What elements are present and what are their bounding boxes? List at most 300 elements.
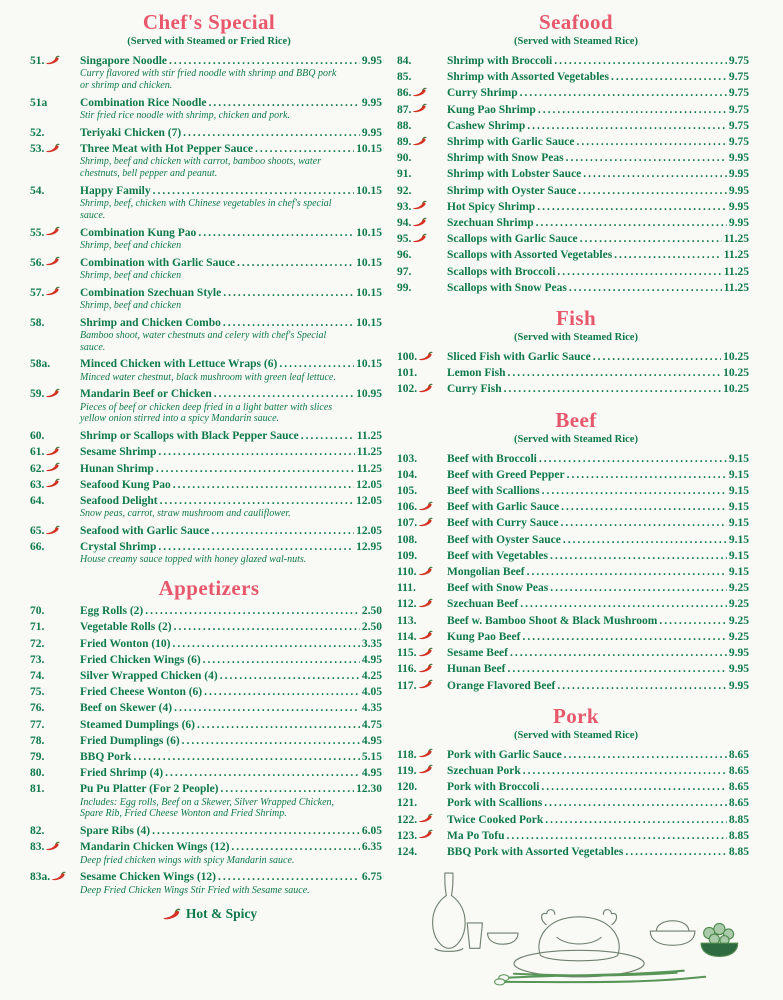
item-number-box bbox=[30, 285, 80, 301]
item-number-box bbox=[30, 749, 80, 765]
chili-icon bbox=[418, 679, 433, 689]
item-price: 9.95 bbox=[361, 55, 382, 67]
item-price: 10.15 bbox=[356, 358, 382, 371]
menu-item-row bbox=[30, 477, 388, 493]
dot-leader bbox=[563, 532, 727, 548]
dot-leader bbox=[133, 749, 359, 765]
dot-leader bbox=[569, 280, 722, 296]
item-price: 8.65 bbox=[728, 781, 749, 794]
dot-leader bbox=[522, 629, 726, 645]
section-subtitle: (Served with Steamed Rice) bbox=[514, 729, 638, 741]
item-description: Snow peas, carrot, straw mushroom and cauliflower. bbox=[80, 508, 291, 520]
item-number-box bbox=[397, 381, 447, 397]
dot-leader bbox=[625, 844, 727, 860]
item-number: 83a. bbox=[30, 871, 51, 884]
item-number-box bbox=[30, 823, 80, 839]
section-subtitle: (Served with Steamed Rice) bbox=[514, 332, 638, 344]
menu-item-row bbox=[30, 684, 388, 700]
item-name: Scallops with Snow Peas bbox=[447, 281, 567, 294]
dot-leader bbox=[301, 428, 355, 444]
item-description: Includes: Egg rolls, Beef on a Skewer, Silver Wrapped Chicken, Spare Rib, Fried Cheese Wonton and Fried Shrimp. bbox=[80, 796, 335, 820]
item-price: 9.25 bbox=[728, 598, 749, 611]
menu-item-row bbox=[30, 285, 388, 301]
item-number-box bbox=[30, 53, 80, 69]
item-price: 8.65 bbox=[728, 748, 749, 761]
menu-item-row bbox=[30, 765, 388, 781]
item-number: 122. bbox=[397, 813, 418, 826]
dot-leader bbox=[527, 564, 727, 580]
item-number-box bbox=[397, 548, 447, 564]
item-price: 2.50 bbox=[361, 605, 382, 618]
section-subtitle: (Served with Steamed or Fried Rice) bbox=[127, 36, 291, 47]
chili-icon bbox=[45, 525, 60, 535]
item-number-box bbox=[397, 747, 447, 763]
item-number: 112. bbox=[397, 598, 417, 611]
item-number-box bbox=[397, 661, 447, 677]
item-description: Stir fried rice noodle with shrimp, chicken and pork. bbox=[80, 110, 290, 121]
menu-item-row bbox=[397, 678, 755, 694]
dot-leader bbox=[158, 539, 354, 555]
item-description: Shrimp, beef and chicken bbox=[80, 269, 182, 281]
item-name: Shrimp or Scallops with Black Pepper Sauce bbox=[80, 430, 299, 443]
item-number-box bbox=[30, 386, 80, 402]
item-number-box bbox=[397, 53, 447, 69]
menu-item-row bbox=[397, 183, 755, 199]
menu-item-row bbox=[397, 102, 755, 118]
item-name: Szechuan Beef bbox=[447, 598, 519, 611]
item-number: 51a bbox=[30, 96, 48, 109]
item-name: Twice Cooked Pork bbox=[447, 813, 544, 826]
item-number-box bbox=[397, 451, 447, 467]
chili-icon bbox=[45, 226, 60, 236]
item-name: Sesame Beef bbox=[447, 647, 508, 660]
item-price: 9.95 bbox=[361, 126, 382, 139]
item-price: 4.75 bbox=[361, 718, 382, 731]
dot-leader bbox=[165, 765, 360, 781]
item-price: 10.15 bbox=[356, 256, 382, 269]
menu-item-row bbox=[397, 629, 755, 645]
dot-leader bbox=[279, 356, 354, 372]
menu-item-row bbox=[30, 53, 388, 69]
item-name: Fried Chicken Wings (6) bbox=[80, 653, 201, 666]
section-subtitle: (Served with Steamed Rice) bbox=[514, 36, 638, 47]
chili-icon bbox=[162, 908, 181, 920]
chili-icon bbox=[45, 256, 60, 266]
item-name: Spare Ribs (4) bbox=[80, 825, 151, 838]
menu-item-row bbox=[397, 564, 755, 580]
item-name: Pork with Broccoli bbox=[447, 781, 540, 794]
item-price: 4.05 bbox=[361, 686, 382, 699]
dot-leader bbox=[523, 763, 727, 779]
item-number: 91. bbox=[397, 168, 412, 181]
dot-leader bbox=[145, 603, 360, 619]
menu-section-pork bbox=[397, 704, 755, 860]
item-price: 11.25 bbox=[723, 233, 749, 246]
menu-item-row bbox=[30, 717, 388, 733]
item-number-box bbox=[30, 125, 80, 141]
item-number-box bbox=[397, 812, 447, 828]
item-number-box bbox=[397, 629, 447, 645]
item-number-box bbox=[397, 613, 447, 629]
item-number: 73. bbox=[30, 653, 45, 666]
item-name: Shrimp with Snow Peas bbox=[447, 152, 564, 165]
item-name: Cashew Shrimp bbox=[447, 119, 526, 132]
dot-leader bbox=[550, 580, 727, 596]
item-number-box bbox=[397, 85, 447, 101]
item-number-box bbox=[397, 199, 447, 215]
item-name: BBQ Pork with Assorted Vegetables bbox=[447, 845, 624, 858]
item-number: 124. bbox=[397, 845, 418, 858]
dot-leader bbox=[520, 85, 727, 101]
item-price: 8.85 bbox=[728, 829, 749, 842]
item-price: 9.75 bbox=[728, 119, 749, 132]
menu-item-row bbox=[30, 749, 388, 765]
item-name: Kung Pao Shrimp bbox=[447, 103, 536, 116]
item-number-box bbox=[397, 580, 447, 596]
item-name: Combination with Garlic Sauce bbox=[80, 256, 235, 269]
dot-leader bbox=[209, 95, 360, 111]
hot-spicy-legend bbox=[30, 906, 388, 922]
item-number-box bbox=[397, 844, 447, 860]
item-price: 10.25 bbox=[723, 351, 749, 364]
menu-item-row bbox=[397, 53, 755, 69]
item-number: 94. bbox=[397, 217, 412, 230]
chili-icon bbox=[418, 630, 433, 640]
dot-leader bbox=[538, 102, 727, 118]
menu-item-row bbox=[30, 636, 388, 652]
menu-item-row bbox=[30, 141, 388, 157]
item-name: Crystal Shrimp bbox=[80, 541, 157, 554]
dot-leader bbox=[255, 141, 354, 157]
item-number: 79. bbox=[30, 751, 45, 764]
item-name: Shrimp with Lobster Sauce bbox=[447, 168, 582, 181]
item-price: 9.25 bbox=[728, 582, 749, 595]
dot-leader bbox=[567, 467, 727, 483]
item-number: 64. bbox=[30, 495, 45, 507]
item-name: Fried Cheese Wonton (6) bbox=[80, 686, 203, 699]
chili-icon bbox=[45, 446, 60, 456]
menu-item-row bbox=[397, 661, 755, 677]
item-name: Beef with Oyster Sauce bbox=[447, 533, 561, 546]
item-name: Sliced Fish with Garlic Sauce bbox=[447, 351, 591, 364]
item-price: 11.25 bbox=[356, 446, 382, 459]
item-number: 80. bbox=[30, 767, 45, 780]
chili-icon bbox=[51, 871, 66, 881]
menu-item-row bbox=[30, 315, 388, 331]
item-price: 12.05 bbox=[356, 478, 382, 491]
item-number: 108. bbox=[397, 533, 418, 546]
item-price: 11.25 bbox=[723, 265, 749, 278]
item-name: Curry Fish bbox=[447, 383, 502, 396]
dot-leader bbox=[169, 53, 360, 69]
menu-item-row bbox=[397, 451, 755, 467]
menu-item-row bbox=[397, 349, 755, 365]
menu-section-beef bbox=[397, 408, 755, 694]
chili-icon bbox=[412, 233, 427, 243]
menu-item-row bbox=[397, 280, 755, 296]
item-number-box bbox=[30, 255, 80, 271]
item-number-box bbox=[30, 539, 80, 555]
item-price: 12.95 bbox=[356, 541, 382, 554]
chili-icon bbox=[418, 383, 433, 393]
item-number: 100. bbox=[397, 351, 418, 364]
item-name: Kung Pao Beef bbox=[447, 630, 521, 643]
item-number: 90. bbox=[397, 152, 412, 165]
item-number-box bbox=[397, 349, 447, 365]
item-price: 9.75 bbox=[728, 87, 749, 100]
item-name: Shrimp with Assorted Vegetables bbox=[447, 71, 609, 84]
item-description: Shrimp, beef and chicken bbox=[80, 239, 182, 251]
item-number: 93. bbox=[397, 200, 412, 213]
item-number-box bbox=[30, 461, 80, 477]
item-number-box bbox=[397, 69, 447, 85]
section-title: Pork bbox=[553, 703, 599, 728]
dot-leader bbox=[221, 781, 355, 797]
item-number-box bbox=[30, 652, 80, 668]
menu-item-row bbox=[30, 225, 388, 241]
chili-icon bbox=[418, 764, 433, 774]
item-number-box bbox=[397, 828, 447, 844]
menu-section-seafood bbox=[397, 10, 755, 296]
item-price: 9.15 bbox=[728, 566, 749, 579]
item-number-box bbox=[30, 141, 80, 157]
item-price: 4.35 bbox=[361, 702, 382, 715]
item-number: 52. bbox=[30, 126, 45, 139]
item-number: 119. bbox=[397, 764, 417, 777]
item-name: Fried Shrimp (4) bbox=[80, 767, 164, 780]
menu-section-fish bbox=[397, 306, 755, 398]
item-price: 10.15 bbox=[356, 143, 382, 155]
item-number: 103. bbox=[397, 452, 418, 465]
item-price: 2.50 bbox=[361, 621, 382, 634]
item-number: 76. bbox=[30, 702, 45, 715]
item-description: Shrimp, beef and chicken with carrot, bamboo shoots, water chestnuts, bell pepper and peanut. bbox=[80, 156, 321, 179]
item-price: 10.25 bbox=[723, 383, 749, 396]
menu-item-row bbox=[30, 839, 388, 855]
item-number: 104. bbox=[397, 468, 418, 481]
item-number-box bbox=[30, 444, 80, 460]
item-name: Shrimp with Broccoli bbox=[447, 55, 553, 67]
item-number: 123. bbox=[397, 829, 418, 842]
item-number: 86. bbox=[397, 87, 412, 100]
item-name: Hot Spicy Shrimp bbox=[447, 200, 536, 213]
item-price: 11.25 bbox=[723, 281, 749, 294]
dot-leader bbox=[527, 118, 727, 134]
item-number: 99. bbox=[397, 281, 412, 294]
item-number: 106. bbox=[397, 501, 418, 514]
item-number: 65. bbox=[30, 525, 45, 537]
menu-item-row bbox=[397, 613, 755, 629]
chili-icon bbox=[45, 478, 60, 488]
dot-leader bbox=[223, 285, 354, 301]
menu-item-row bbox=[397, 795, 755, 811]
item-number: 72. bbox=[30, 637, 45, 650]
dot-leader bbox=[152, 823, 360, 839]
item-price: 4.95 bbox=[361, 653, 382, 666]
item-number: 56. bbox=[30, 256, 45, 269]
menu-item-row bbox=[397, 118, 755, 134]
item-price: 4.95 bbox=[361, 734, 382, 747]
dot-leader bbox=[173, 477, 354, 493]
item-price: 9.15 bbox=[728, 485, 749, 498]
item-name: Scallops with Broccoli bbox=[447, 265, 556, 278]
item-price: 12.05 bbox=[356, 525, 382, 537]
item-price: 9.95 bbox=[728, 168, 749, 181]
item-number: 53. bbox=[30, 143, 45, 155]
item-name: Mongolian Beef bbox=[447, 566, 525, 579]
item-name: Teriyaki Chicken (7) bbox=[80, 126, 182, 139]
chili-icon bbox=[45, 462, 60, 472]
item-description: Curry flavored with stir fried noodle with shrimp and BBQ pork or shrimp and chicken. bbox=[80, 68, 337, 91]
item-number-box bbox=[397, 532, 447, 548]
item-price: 9.15 bbox=[728, 517, 749, 530]
item-name: BBQ Pork bbox=[80, 751, 132, 764]
dot-leader bbox=[220, 668, 360, 684]
item-number: 58a. bbox=[30, 358, 51, 371]
item-name: Steamed Dumplings (6) bbox=[80, 718, 196, 731]
section-title: Fish bbox=[555, 306, 597, 331]
dot-leader bbox=[197, 717, 360, 733]
item-price: 9.95 bbox=[728, 217, 749, 230]
item-name: Beef with Greed Pepper bbox=[447, 468, 565, 481]
item-number: 115. bbox=[397, 647, 417, 660]
item-number-box bbox=[30, 225, 80, 241]
menu-item-row bbox=[397, 483, 755, 499]
menu-item-row bbox=[397, 264, 755, 280]
menu-item-row bbox=[30, 183, 388, 199]
menu-item-row bbox=[397, 532, 755, 548]
item-price: 10.25 bbox=[723, 367, 749, 380]
dot-leader bbox=[211, 523, 354, 539]
menu-item-row bbox=[30, 823, 388, 839]
dot-leader bbox=[542, 483, 727, 499]
item-name: Silver Wrapped Chicken (4) bbox=[80, 670, 218, 683]
item-number: 114. bbox=[397, 630, 417, 643]
item-number: 111. bbox=[397, 582, 416, 595]
section-title: Seafood bbox=[539, 10, 613, 34]
section-subtitle: (Served with Steamed Rice) bbox=[514, 433, 638, 445]
item-name: Beef with Vegetables bbox=[447, 549, 548, 562]
item-number-box bbox=[397, 467, 447, 483]
item-name: Orange Flavored Beef bbox=[447, 679, 556, 692]
item-number-box bbox=[397, 150, 447, 166]
item-number-box bbox=[397, 166, 447, 182]
item-name: Pork with Scallions bbox=[447, 797, 543, 810]
item-number-box bbox=[397, 779, 447, 795]
item-price: 11.25 bbox=[356, 462, 382, 475]
item-name: Seafood Kung Pao bbox=[80, 478, 171, 491]
item-price: 9.95 bbox=[728, 200, 749, 213]
item-description: Minced water chestnut, black mushroom with green leaf lettuce. bbox=[80, 371, 336, 383]
item-number-box bbox=[30, 183, 80, 199]
item-number: 96. bbox=[397, 249, 412, 262]
item-number: 62. bbox=[30, 462, 45, 475]
item-number-box bbox=[30, 619, 80, 635]
dot-leader bbox=[204, 684, 360, 700]
menu-item-row bbox=[30, 652, 388, 668]
item-number-box bbox=[30, 428, 80, 444]
menu-item-row bbox=[397, 747, 755, 763]
chili-icon bbox=[418, 829, 433, 839]
item-name: Scallops with Garlic Sauce bbox=[447, 233, 578, 246]
item-name: Mandarin Chicken Wings (12) bbox=[80, 841, 230, 854]
item-number: 107. bbox=[397, 517, 418, 530]
item-name: Combination Kung Pao bbox=[80, 226, 197, 239]
chili-icon bbox=[45, 55, 60, 65]
item-number-box bbox=[397, 102, 447, 118]
menu-item-row bbox=[397, 548, 755, 564]
item-number-box bbox=[397, 215, 447, 231]
item-price: 3.35 bbox=[361, 637, 382, 650]
dot-leader bbox=[560, 515, 726, 531]
item-name: Beef w. Bamboo Shoot & Black Mushroom bbox=[447, 614, 658, 627]
item-number: 102. bbox=[397, 383, 418, 396]
dot-leader bbox=[611, 69, 727, 85]
chili-icon bbox=[418, 647, 433, 657]
menu-item-row bbox=[30, 603, 388, 619]
section-title: Chef's Special bbox=[142, 10, 276, 34]
item-number-box bbox=[30, 356, 80, 372]
item-name: Singapore Noodle bbox=[80, 55, 168, 67]
item-number-box bbox=[30, 493, 80, 509]
item-number: 88. bbox=[397, 119, 412, 132]
menu-item-row bbox=[397, 580, 755, 596]
menu-item-row bbox=[397, 199, 755, 215]
item-name: Szechuan Pork bbox=[447, 764, 521, 777]
item-number: 89. bbox=[397, 136, 412, 149]
item-price: 11.25 bbox=[723, 249, 749, 262]
item-name: Happy Family bbox=[80, 184, 151, 197]
dot-leader bbox=[554, 53, 727, 69]
item-name: Sesame Shrimp bbox=[80, 446, 157, 459]
item-number: 118. bbox=[397, 748, 417, 761]
dot-leader bbox=[580, 231, 722, 247]
menu-item-row bbox=[397, 779, 755, 795]
chili-icon bbox=[418, 748, 433, 758]
item-number-box bbox=[397, 795, 447, 811]
item-number: 87. bbox=[397, 103, 412, 116]
chili-icon bbox=[412, 103, 427, 113]
item-name: Combination Rice Noodle bbox=[80, 96, 207, 109]
item-description: Deep fried chicken wings with spicy Mandarin sauce. bbox=[80, 854, 295, 866]
menu-item-row bbox=[30, 539, 388, 555]
item-number-box bbox=[30, 733, 80, 749]
item-number: 81. bbox=[30, 783, 45, 796]
item-number: 71. bbox=[30, 621, 45, 634]
menu-item-row bbox=[397, 381, 755, 397]
dot-leader bbox=[614, 247, 722, 263]
dot-leader bbox=[544, 795, 727, 811]
dot-leader bbox=[174, 619, 360, 635]
item-number: 121. bbox=[397, 797, 418, 810]
item-description: Bamboo shoot, water chestnuts and celery with chef's Special sauce. bbox=[80, 329, 327, 353]
item-number-box bbox=[30, 603, 80, 619]
item-name: Curry Shrimp bbox=[447, 87, 518, 100]
item-name: Seafood with Garlic Sauce bbox=[80, 525, 210, 537]
item-number: 82. bbox=[30, 825, 45, 838]
chili-icon bbox=[45, 286, 60, 296]
item-number: 55. bbox=[30, 226, 45, 239]
item-number: 83. bbox=[30, 841, 45, 854]
item-number-box bbox=[397, 678, 447, 694]
menu-item-row bbox=[397, 365, 755, 381]
chili-icon bbox=[45, 841, 60, 851]
item-name: Hunan Shrimp bbox=[80, 462, 154, 475]
dot-leader bbox=[510, 645, 727, 661]
chili-icon bbox=[418, 351, 433, 361]
chili-icon bbox=[418, 566, 433, 576]
dot-leader bbox=[183, 125, 360, 141]
